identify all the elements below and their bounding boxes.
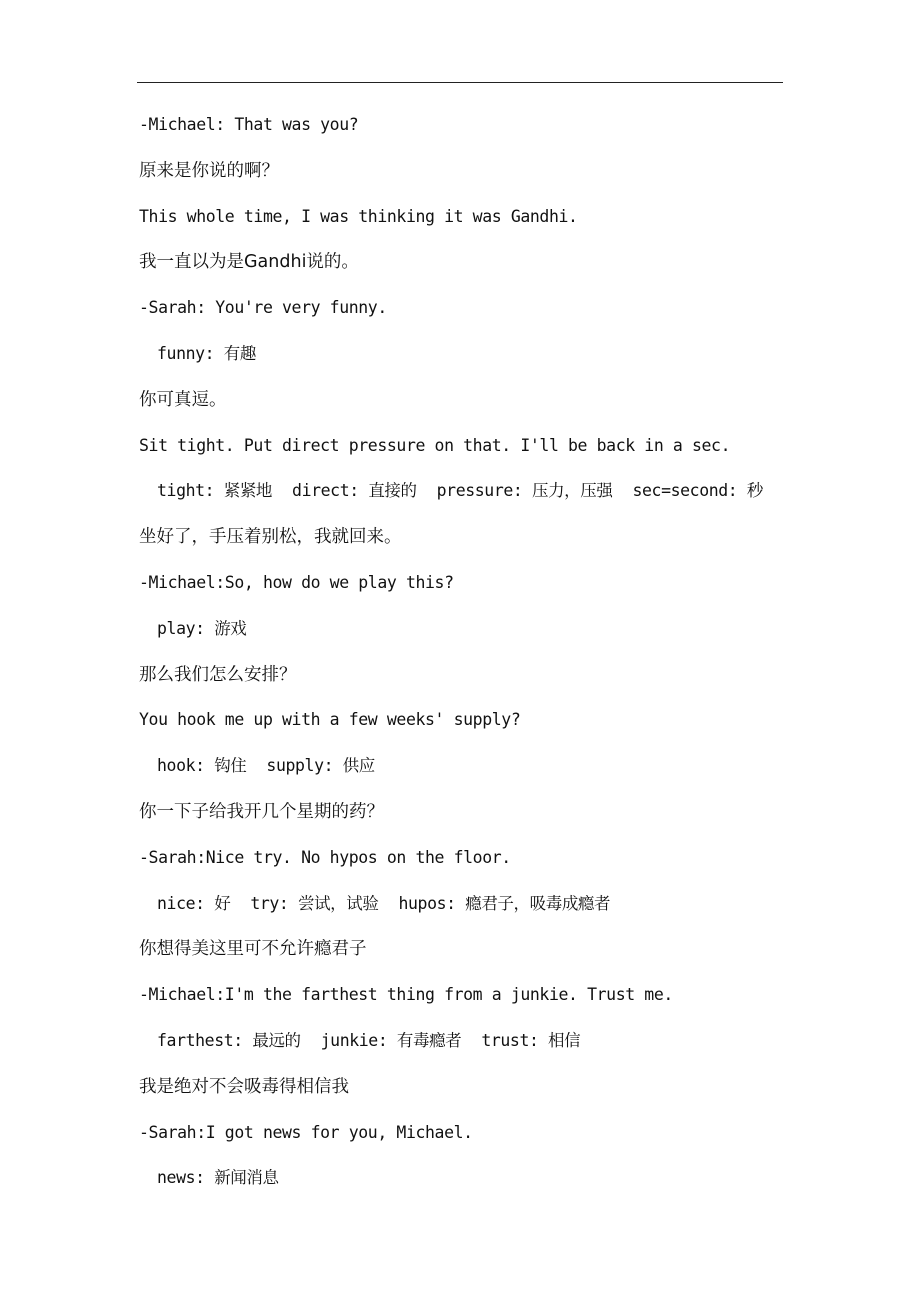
chinese-translation-line: 我一直以为是Gandhi说的。 [139,252,359,273]
vocab-line [139,1026,799,1072]
english-dialogue-line: Sit tight. Put direct pressure on that. I'll be back in a sec. [139,435,731,455]
vocab-term: farthest: 最远的 [157,1030,301,1050]
vocab-line [139,889,799,935]
chinese-translation-line: 那么我们怎么安排？ [139,664,297,685]
vocab-term: junkie: 有毒瘾者 [320,1030,462,1050]
vocab-term: news: 新闻消息 [157,1168,279,1188]
vocab-line [139,751,799,797]
chinese-translation-line: 你可真逗。 [139,389,227,410]
vocab-line [139,339,799,385]
english-dialogue-line: -Sarah: You're very funny. [139,298,387,318]
vocab-term: supply: 供应 [266,756,375,776]
vocab-line [139,1163,799,1209]
vocab-term: play: 游戏 [157,618,247,638]
vocab-term: nice: 好 [157,893,231,913]
vocab-line [139,614,799,660]
vocab-term: sec=second: 秒 [632,481,763,501]
vocab-term: direct: 直接的 [292,481,417,501]
english-dialogue-line: -Michael: That was you? [139,115,359,134]
vocab-term: trust: 相信 [481,1030,581,1050]
english-dialogue-line: You hook me up with a few weeks' supply? [139,710,521,730]
vocab-line [139,476,799,522]
english-dialogue-line: -Sarah:I got news for you, Michael. [139,1122,473,1142]
english-dialogue-line: This whole time, I was thinking it was Gandhi. [139,206,578,226]
vocab-term: pressure: 压力，压强 [436,481,613,501]
vocab-term: tight: 紧紧地 [157,481,273,501]
vocab-term: try: 尝试，试验 [250,893,379,913]
chinese-translation-line: 你一下子给我开几个星期的药？ [139,801,384,822]
chinese-translation-line: 我是绝对不会吸毒得相信我 [139,1076,349,1097]
document-body [139,110,799,1209]
chinese-translation-line: 原来是你说的啊？ [139,160,279,181]
vocab-term: hupos: 瘾君子，吸毒成瘾者 [398,893,611,913]
vocab-term: funny: 有趣 [157,343,256,363]
english-dialogue-line: -Michael:So, how do we play this? [139,572,454,592]
vocab-term: hook: 钩住 [157,756,247,776]
chinese-translation-line: 坐好了，手压着别松，我就回来。 [139,527,402,548]
chinese-translation-line: 你想得美这里可不允许瘾君子 [139,939,367,960]
english-dialogue-line: -Sarah:Nice try. No hypos on the floor. [139,847,511,867]
english-dialogue-line: -Michael:I'm the farthest thing from a junkie. Trust me. [139,985,673,1005]
header-rule [137,82,783,83]
